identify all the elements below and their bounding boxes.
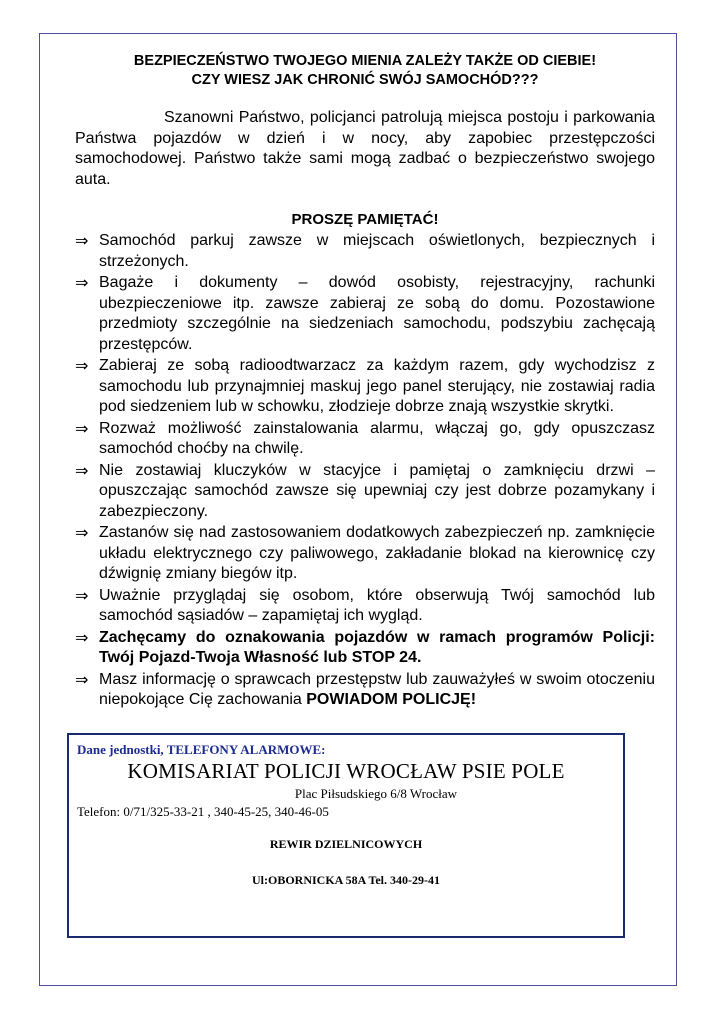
arrow-icon: ⇒ [75, 231, 89, 250]
remember-heading: PROSZĘ PAMIĘTAĆ! [291, 211, 439, 228]
tip-text: Masz informację o sprawcach przestępstw lub zauważyłeś w swoim otoczeniu niepokojące Cię zachowania [99, 670, 655, 708]
contact-box [67, 733, 625, 938]
contact-heading: Dane jednostki, TELEFONY ALARMOWE: [77, 742, 326, 757]
tip-item [75, 419, 655, 460]
tip-item [75, 231, 655, 272]
arrow-icon: ⇒ [75, 418, 89, 438]
station-name: KOMISARIAT POLICJI WROCŁAW PSIE POLE [127, 759, 565, 783]
arrow-icon: ⇒ [75, 460, 89, 480]
tip-text: Nie zostawiaj kluczyków w stacyjce i pamiętaj o zamknięciu drzwi – opuszczając samochód zawsze się upewniaj czy jest dobrze pozamykany i zabezpieczony. [99, 461, 655, 520]
tip-item [75, 273, 655, 355]
tip-item [75, 523, 655, 585]
arrow-icon: ⇒ [75, 273, 89, 292]
tip-text: Uważnie przyglądaj się osobom, które obserwują Twój samochód lub samochód sąsiadów – zapamiętaj ich wygląd. [99, 586, 655, 624]
arrow-icon: ⇒ [75, 523, 89, 542]
report-police-emphasis: POWIADOM POLICJĘ! [306, 691, 477, 708]
intro-paragraph: Szanowni Państwo, policjanci patrolują miejsca postoju i parkowania Państwa pojazdów w dzień i w nocy, aby zapobiec przestępczości samochodowej. Państwo także sami mogą zadbać o bezpieczeństwo swojego auta. [75, 109, 655, 188]
arrow-icon: ⇒ [75, 585, 89, 605]
station-address: Plac Piłsudskiego 6/8 Wrocław [294, 786, 457, 801]
station-phones: Telefon: 0/71/325-33-21 , 340-45-25, 340-46-05 [77, 804, 329, 819]
tip-text: Zabieraj ze sobą radioodtwarzacz za każdym razem, gdy wychodzisz z samochodu lub przynajmniej maskuj jego panel sterujący, nie zostawiaj radia pod siedzeniem lub w schowku, złodzieje dobrze znają wszystkie skrytki. [99, 357, 655, 415]
tip-text: Bagaże i dokumenty – dowód osobisty, rejestracyjny, rachunki ubezpieczeniowe itp. zawsze zabieraj ze sobą do domu. Pozostawione przedmioty szczególnie na siedzeniach samochodu, podszybiu zachęcają przestępców. [99, 274, 655, 353]
tip-text: Zastanów się nad zastosowaniem dodatkowych zabezpieczeń np. zamknięcie układu elektrycznego czy paliwowego, zakładanie blokad na kierownicę czy dźwignię zmiany biegów itp. [99, 524, 655, 582]
rewir-address: Ul:OBORNICKA 58A Tel. 340-29-41 [251, 873, 440, 887]
tip-text: Samochód parkuj zawsze w miejscach oświetlonych, bezpiecznych i strzeżonych. [99, 232, 655, 270]
tip-item [75, 586, 655, 627]
tip-item [75, 356, 655, 418]
tip-item-report [75, 670, 655, 711]
arrow-icon: ⇒ [75, 356, 89, 375]
arrow-icon: ⇒ [75, 627, 89, 647]
document-body [75, 52, 655, 711]
headline-line-2: CZY WIESZ JAK CHRONIĆ SWÓJ SAMOCHÓD??? [191, 72, 539, 88]
arrow-icon: ⇒ [75, 669, 89, 689]
tip-item [75, 461, 655, 523]
tips-list [75, 231, 655, 711]
rewir-heading: REWIR DZIELNICOWYCH [269, 837, 423, 851]
tip-text-bold: Zachęcamy do oznakowania pojazdów w ramach programów Policji: Twój Pojazd-Twoja Własność lub STOP 24. [99, 628, 655, 666]
headline-line-1: BEZPIECZEŃSTWO TWOJEGO MIENIA ZALEŻY TAKŻE OD CIEBIE! [133, 53, 597, 69]
tip-item-bold [75, 628, 655, 669]
tip-text: Rozważ możliwość zainstalowania alarmu, włączaj go, gdy opuszczasz samochód choćby na chwilę. [99, 419, 655, 457]
